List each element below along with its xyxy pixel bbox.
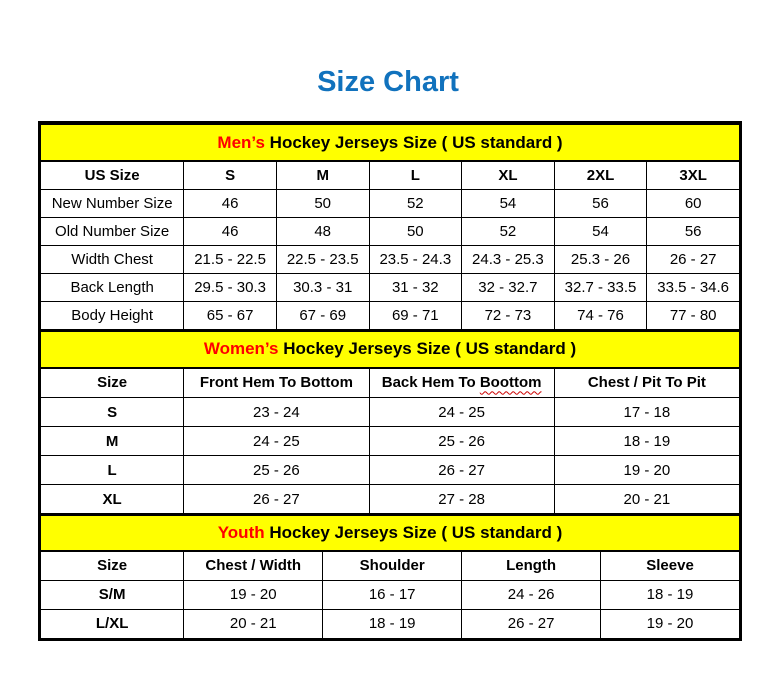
row-label-cell: M [41, 427, 184, 456]
value-cell: 52 [462, 217, 555, 245]
value-cell: 29.5 - 30.3 [184, 273, 277, 301]
header-cell: M [276, 161, 369, 189]
table-row [41, 189, 740, 217]
table-row [41, 456, 740, 485]
row-label-cell: Back Length [41, 273, 184, 301]
value-cell: 18 - 19 [323, 609, 462, 638]
row-label-cell: L [41, 456, 184, 485]
header-cell: 3XL [647, 161, 740, 189]
womens-title-red-part: Women’s [203, 339, 279, 358]
value-cell: 50 [276, 189, 369, 217]
header-cell: S [184, 161, 277, 189]
value-cell: 32.7 - 33.5 [554, 273, 647, 301]
youth-size-table [40, 514, 740, 639]
mens-title-rest: Hockey Jerseys Size ( US standard ) [264, 132, 563, 152]
header-cell-misspelled [369, 368, 554, 398]
header-cell: Length [462, 551, 601, 580]
header-cell: Front Hem To Bottom [184, 368, 369, 398]
value-cell: 24 - 25 [184, 427, 369, 456]
value-cell: 18 - 19 [601, 580, 740, 609]
value-cell: 18 - 19 [554, 427, 739, 456]
value-cell: 69 - 71 [369, 301, 462, 329]
value-cell: 24 - 26 [462, 580, 601, 609]
row-label-cell: S/M [41, 580, 184, 609]
value-cell: 26 - 27 [462, 609, 601, 638]
value-cell: 50 [369, 217, 462, 245]
value-cell: 17 - 18 [554, 398, 739, 427]
table-row [41, 245, 740, 273]
value-cell: 56 [554, 189, 647, 217]
row-label-cell: Body Height [41, 301, 184, 329]
mens-size-table [40, 123, 740, 330]
mens-header-row [41, 161, 740, 189]
table-row [41, 580, 740, 609]
value-cell: 52 [369, 189, 462, 217]
value-cell: 24 - 25 [369, 398, 554, 427]
value-cell: 26 - 27 [184, 485, 369, 514]
value-cell: 48 [276, 217, 369, 245]
youth-section-header [41, 515, 740, 551]
header-cell: Shoulder [323, 551, 462, 580]
mens-section-header [41, 124, 740, 161]
row-label-cell: Width Chest [41, 245, 184, 273]
value-cell: 16 - 17 [323, 580, 462, 609]
value-cell: 67 - 69 [276, 301, 369, 329]
value-cell: 54 [462, 189, 555, 217]
value-cell: 72 - 73 [462, 301, 555, 329]
womens-size-table [40, 330, 740, 515]
page-title: Size Chart [317, 66, 459, 98]
value-cell: 24.3 - 25.3 [462, 245, 555, 273]
header-cell: Size [41, 368, 184, 398]
value-cell: 22.5 - 23.5 [276, 245, 369, 273]
table-row [41, 427, 740, 456]
value-cell: 25.3 - 26 [554, 245, 647, 273]
table-row [41, 273, 740, 301]
value-cell: 25 - 26 [369, 427, 554, 456]
table-row [41, 217, 740, 245]
womens-header-row [41, 368, 740, 398]
value-cell: 21.5 - 22.5 [184, 245, 277, 273]
value-cell: 56 [647, 217, 740, 245]
value-cell: 74 - 76 [554, 301, 647, 329]
value-cell: 23 - 24 [184, 398, 369, 427]
value-cell: 26 - 27 [647, 245, 740, 273]
table-row [41, 398, 740, 427]
value-cell: 32 - 32.7 [462, 273, 555, 301]
row-label-cell: New Number Size [41, 189, 184, 217]
value-cell: 25 - 26 [184, 456, 369, 485]
womens-section-header [41, 331, 740, 368]
back-hem-misspelled-word: Boottom [479, 374, 542, 392]
table-row [41, 609, 740, 638]
value-cell: 54 [554, 217, 647, 245]
value-cell: 20 - 21 [554, 485, 739, 514]
value-cell: 19 - 20 [601, 609, 740, 638]
header-cell: Chest / Pit To Pit [554, 368, 739, 398]
value-cell: 77 - 80 [647, 301, 740, 329]
table-row [41, 485, 740, 514]
womens-title-rest: Hockey Jerseys Size ( US standard ) [278, 339, 577, 358]
value-cell: 46 [184, 217, 277, 245]
header-cell: Size [41, 551, 184, 580]
header-cell: Sleeve [601, 551, 740, 580]
value-cell: 26 - 27 [369, 456, 554, 485]
value-cell: 23.5 - 24.3 [369, 245, 462, 273]
value-cell: 60 [647, 189, 740, 217]
header-cell: XL [462, 161, 555, 189]
value-cell: 19 - 20 [554, 456, 739, 485]
row-label-cell: S [41, 398, 184, 427]
youth-section-title [41, 515, 740, 551]
womens-section-title [41, 331, 740, 368]
value-cell: 20 - 21 [184, 609, 323, 638]
youth-title-red-part: Youth [217, 523, 265, 542]
mens-section-title [41, 124, 740, 161]
value-cell: 27 - 28 [369, 485, 554, 514]
value-cell: 46 [184, 189, 277, 217]
value-cell: 65 - 67 [184, 301, 277, 329]
back-hem-prefix: Back Hem To [381, 374, 476, 392]
value-cell: 19 - 20 [184, 580, 323, 609]
table-row [41, 301, 740, 329]
row-label-cell: XL [41, 485, 184, 514]
header-cell: L [369, 161, 462, 189]
header-cell: Chest / Width [184, 551, 323, 580]
youth-title-rest: Hockey Jerseys Size ( US standard ) [264, 523, 563, 542]
value-cell: 33.5 - 34.6 [647, 273, 740, 301]
mens-title-red-part: Men’s [217, 132, 265, 152]
header-cell: US Size [41, 161, 184, 189]
header-cell: 2XL [554, 161, 647, 189]
value-cell: 31 - 32 [369, 273, 462, 301]
youth-header-row [41, 551, 740, 580]
row-label-cell: L/XL [41, 609, 184, 638]
value-cell: 30.3 - 31 [276, 273, 369, 301]
size-chart-tables [38, 121, 742, 641]
row-label-cell: Old Number Size [41, 217, 184, 245]
